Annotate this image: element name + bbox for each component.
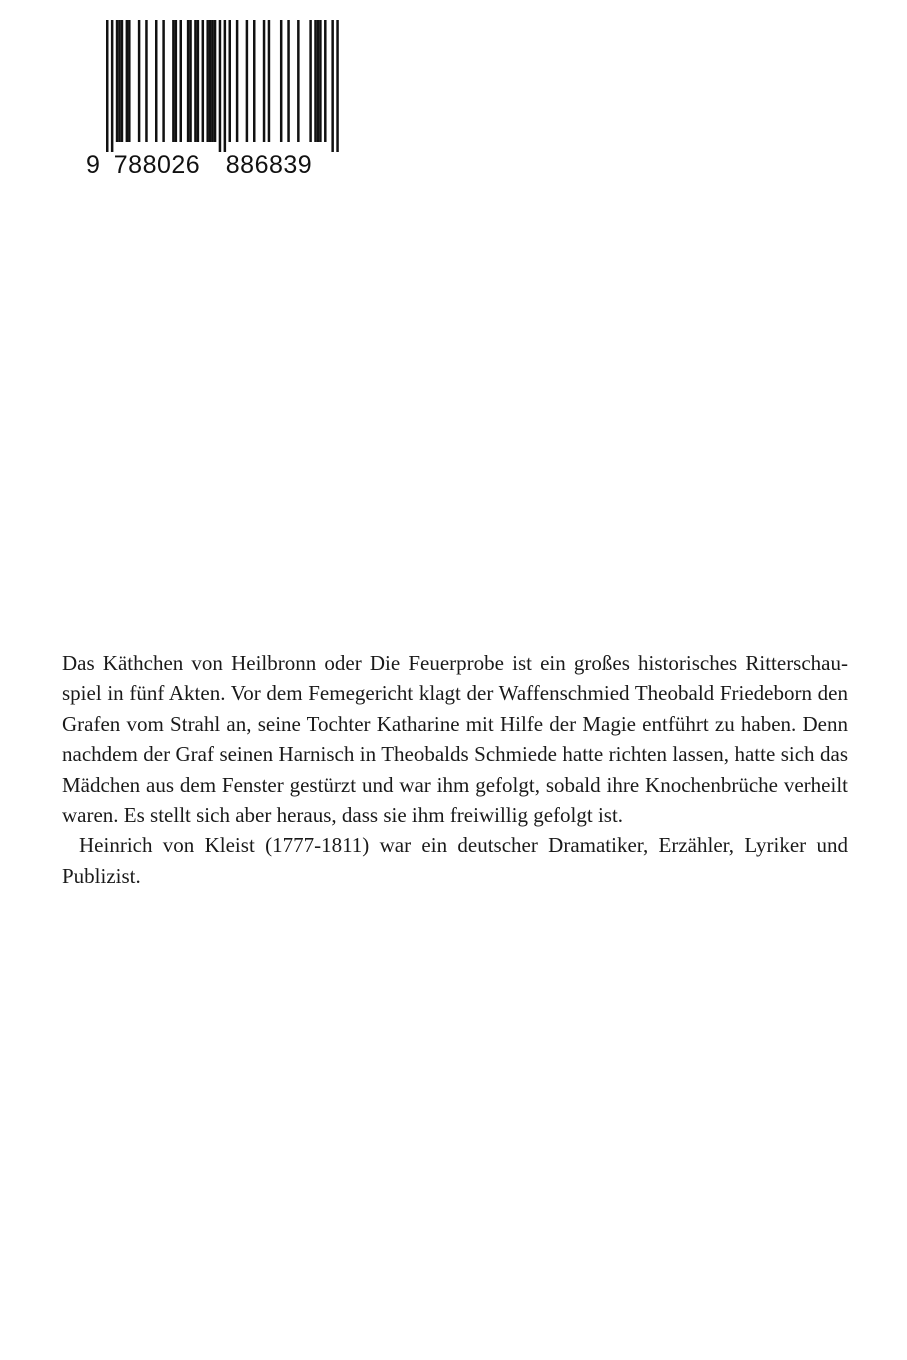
barcode-bar bbox=[287, 20, 290, 142]
barcode-bar bbox=[263, 20, 266, 142]
barcode-bar bbox=[189, 20, 192, 142]
barcode-bar bbox=[211, 20, 214, 142]
barcode-bar bbox=[121, 20, 124, 142]
barcode-bar bbox=[202, 20, 205, 142]
barcode-bar bbox=[187, 20, 190, 142]
barcode-digit-first: 9 bbox=[86, 151, 100, 179]
barcode-bar bbox=[162, 20, 165, 142]
barcode-bar bbox=[314, 20, 317, 142]
back-cover-blurb bbox=[62, 648, 848, 891]
barcode-bar bbox=[224, 20, 227, 152]
barcode-bars bbox=[106, 20, 339, 152]
barcode-bar bbox=[175, 20, 178, 142]
barcode-bar bbox=[214, 20, 217, 142]
barcode-bar bbox=[309, 20, 312, 142]
blurb-paragraph-author: Heinrich von Kleist (1777-1811) war ein deutscher Dramatiker, Erzähler, Lyriker und Publizist. bbox=[62, 833, 848, 888]
barcode-bar bbox=[324, 20, 327, 142]
barcode-bar bbox=[219, 20, 222, 152]
barcode-bar bbox=[253, 20, 256, 142]
barcode-bar bbox=[297, 20, 300, 142]
barcode-bar bbox=[246, 20, 249, 142]
barcode-bar bbox=[106, 20, 109, 152]
barcode-digits-right: 886839 bbox=[225, 151, 313, 179]
barcode-graphic bbox=[84, 20, 346, 180]
barcode-bar bbox=[116, 20, 119, 142]
blurb-paragraph-summary: Das Käthchen von Heilbronn oder Die Feuerprobe ist ein großes historisches Ritterschauspiel in fünf Akten. Vor dem Femegericht klagt der Waffenschmied Theobald Friedeborn den Grafen vom Strahl an, seine Tochter Katharine mit Hilfe der Magie entführt zu haben. Denn nachdem der Graf seinen Harnisch in Theobalds Schmiede hatte richten lassen, hatte sich das Mädchen aus dem Fenster gestürzt und war ihm gefolgt, sobald ihre Knochenbrüche verheilt waren. Es stellt sich aber heraus, dass sie ihm freiwillig gefolgt ist. bbox=[62, 651, 848, 828]
barcode-bar bbox=[180, 20, 183, 142]
barcode-bar bbox=[145, 20, 148, 142]
barcode-bar bbox=[111, 20, 114, 152]
barcode-bar bbox=[126, 20, 129, 142]
barcode-bar bbox=[197, 20, 200, 142]
barcode-bar bbox=[317, 20, 320, 142]
isbn-barcode bbox=[84, 20, 346, 180]
barcode-bar bbox=[331, 20, 334, 152]
barcode-bar bbox=[229, 20, 232, 142]
barcode-bar bbox=[336, 20, 339, 152]
barcode-bar bbox=[206, 20, 209, 142]
barcode-bar bbox=[280, 20, 283, 142]
barcode-bar bbox=[268, 20, 271, 142]
barcode-bar bbox=[194, 20, 197, 142]
barcode-bar bbox=[172, 20, 175, 142]
barcode-bar bbox=[319, 20, 322, 142]
barcode-bar bbox=[155, 20, 158, 142]
barcode-digits-left: 788026 bbox=[113, 151, 201, 179]
barcode-bar bbox=[138, 20, 141, 142]
barcode-bar bbox=[118, 20, 121, 142]
barcode-bar bbox=[128, 20, 131, 142]
barcode-bar bbox=[209, 20, 212, 142]
barcode-bar bbox=[236, 20, 239, 142]
